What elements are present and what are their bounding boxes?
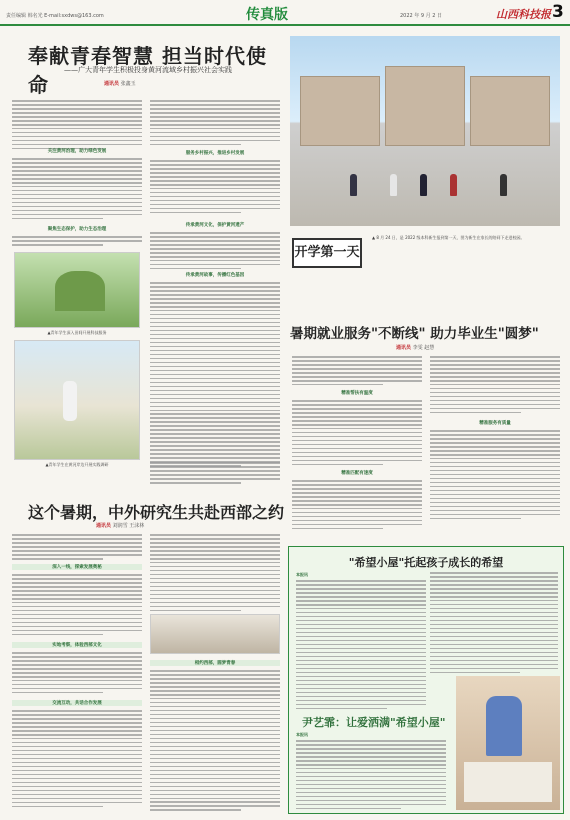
article1-body-col2c [150,232,280,272]
article3-subhead-1: 深入一线，探索发展奥秘 [12,564,142,570]
article2-body-col1c [292,480,422,532]
article1-body-col2d [150,282,280,469]
article3-subhead-3: 交流互动，共话合作发展 [12,700,142,706]
article2-subhead-1: 精准帮扶有温度 [341,391,373,396]
building-right [470,76,550,146]
river-photo-caption: ▲青年学生在黄河岸边开展实践调研 [45,462,109,467]
article1-subhead-3: 服务乡村振兴，推进乡村发展 [185,151,245,156]
kid-photo [456,676,560,810]
article3-body-col2 [150,534,280,614]
field-photo [14,252,140,328]
byline-names: 李雯 赵慧 [412,345,435,351]
article2-subhead-3: 精准服务有质量 [479,421,511,426]
article4-body-col2 [430,572,558,676]
article2-title: 暑期就业服务"不断线" 助力毕业生"圆梦" [290,326,539,342]
article3-body-col1d [12,710,142,810]
campus-caption: ▲ 8 月 24 日，是 2022 级本科新生报到第一天，图为新生在家长的陪同下走进校园。 [372,235,525,240]
byline-label: 通讯员 [96,523,112,529]
article1-body-col1c [12,236,142,248]
building-left [300,76,380,146]
article4-lead-label: 本报讯 [296,572,308,577]
person-figure [420,174,427,196]
page-number: 3 [552,2,564,22]
kaixue-label: 开学第一天 [292,238,362,268]
article2-body-col1 [292,356,422,388]
crop-shape [55,271,105,311]
article3-body-col2b [150,670,280,813]
byline-label: 通讯员 [104,81,120,87]
article1-body-col1 [12,100,142,152]
exhibit-photo [150,614,280,654]
article1-subtitle: ——广大青年学生积极投身黄河流域乡村振兴社会实践 [64,66,232,74]
article1-subhead-2: 聚焦生态保护，助力生态治理 [47,227,107,232]
article5-body-col1 [296,740,446,812]
article2-body-col2b [430,430,560,522]
masthead [0,0,570,26]
person-figure [450,174,457,196]
editor-info: 责任编辑 韩名光 E-mail:sxdws@163.com [6,13,104,19]
article1-body-col1b [12,158,142,222]
river-photo [14,340,140,460]
article3-byline [96,522,144,529]
article2-body-col2 [430,356,560,416]
article1-subhead-5: 传承黄河故事，传播红色基因 [185,273,245,278]
article1-body-col2 [150,100,280,148]
article1-body-col2b [150,160,280,216]
article3-subhead-2: 实地考察，体验西部文化 [12,642,142,648]
person-figure [390,174,397,196]
article1-title: 奉献青春智慧 担当时代使命 [28,44,267,97]
article3-body-col1 [12,534,142,562]
article3-title: 这个暑期，中外研究生共赴西部之约 [28,503,285,522]
child-figure [486,696,522,756]
field-photo-caption: ▲青年学生深入田间开展科技服务 [47,330,107,335]
article1-body-col2e [150,462,280,486]
article3-subhead-4: 相约西部，圆梦青春 [150,660,280,666]
article4-title: "希望小屋"托起孩子成长的希望 [348,556,504,569]
byline-names: 张鑫玉 [120,81,136,87]
newspaper-logo: 山西科技报 [496,8,551,21]
article2-subhead-2: 精准匹配有速度 [341,471,373,476]
desk-shape [464,762,552,802]
student-figure [63,381,77,421]
article2-body-col1b [292,400,422,468]
byline-names: 刘润雪 王沫林 [112,523,145,529]
article5-title: 尹艺霏：让爱洒满"希望小屋" [302,716,446,729]
article1-subhead-1: 关注黄河治理，助力绿色发展 [47,149,107,154]
issue-date: 2022 年 9 月 2 日 [400,13,443,19]
article1-byline [104,80,136,87]
article5-lead-label: 本报讯 [296,732,308,737]
byline-label: 通讯员 [396,345,412,351]
article4-body-col1 [296,580,426,711]
article3-body-col1c [12,652,142,696]
article2-byline [396,344,434,351]
building-center [385,66,465,146]
section-title: 传真版 [246,7,288,23]
campus-photo [290,36,560,226]
article1-subhead-4: 传承黄河文化，保护黄河遗产 [185,223,245,228]
person-figure [500,174,507,196]
article3-body-col1b [12,574,142,638]
person-figure [350,174,357,196]
